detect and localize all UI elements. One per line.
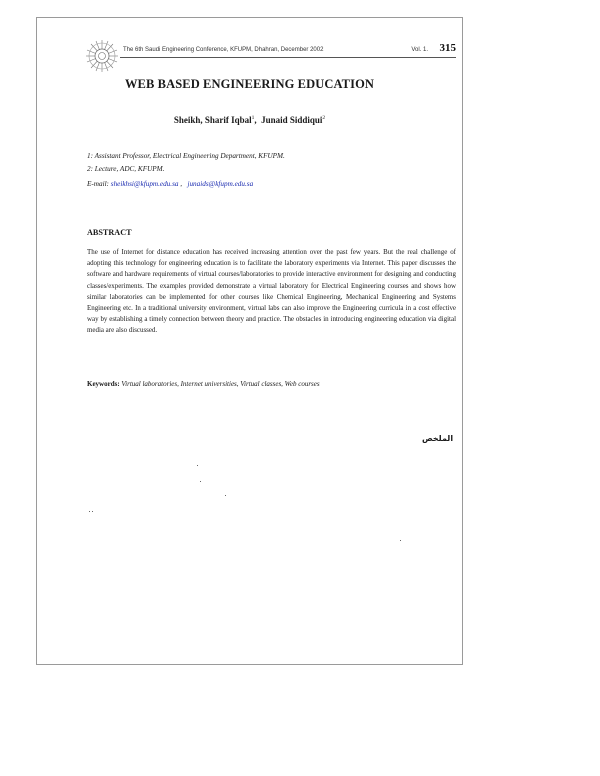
abstract-heading: ABSTRACT xyxy=(87,228,132,237)
author-2-sup: 2 xyxy=(322,115,326,121)
email-label: E-mail: xyxy=(87,180,111,188)
arabic-abstract-heading: الملخص xyxy=(422,434,454,443)
header-volume: Vol. 1. xyxy=(411,47,428,53)
header-conference: The 6th Saudi Engineering Conference, KFUPM, Dhahran, December 2002 xyxy=(123,47,324,53)
email-link-2[interactable]: junaids@kfupm.edu.sa xyxy=(187,180,254,188)
author-separator: , xyxy=(254,115,262,125)
keywords-value: Virtual laboratories, Internet universities, Virtual classes, Web courses xyxy=(121,380,320,388)
author-2: Junaid Siddiqui xyxy=(261,115,323,125)
conference-logo xyxy=(85,39,119,73)
author-1-sup: 1 xyxy=(251,115,255,121)
keywords-line xyxy=(87,380,320,388)
author-1: Sheikh, Sharif Iqbal xyxy=(173,115,252,125)
author-line xyxy=(36,115,463,125)
affiliation-1: 1: Assistant Professor, Electrical Engineering Department, KFUPM. xyxy=(87,152,285,160)
running-header xyxy=(120,42,456,58)
email-line xyxy=(87,180,253,188)
affiliation-2: 2: Lecture, ADC, KFUPM. xyxy=(87,165,165,173)
header-page-number: 315 xyxy=(439,42,456,54)
email-separator: , xyxy=(178,180,188,188)
abstract-body: The use of Internet for distance education has received increasing attention over the past few years. But the real challenge of adopting this technology for engineering education is to facilitate the laboratory experiments via Internet. This paper discusses the software and hardware requirements of virtual courses/laboratories to provide interactive environment for designing and conducting classes/experiments. The examples provided demonstrate a virtual laboratory for Electrical Engineering courses and shows how similar laboratories can be implemented for other courses like Chemical Engineering, Mechanical Engineering and Systems Engineering etc. In a traditional university environment, virtual labs can also improve the Engineering curricula in a cost effective way by establishing a timely connection between theory and practice. The obstacles in introducing engineering education via digital media are also discussed. xyxy=(87,248,456,335)
keywords-label: Keywords: xyxy=(87,380,122,388)
paper-title: WEB BASED ENGINEERING EDUCATION xyxy=(124,77,375,91)
email-link-1[interactable]: sheikhsi@kfupm.edu.sa xyxy=(110,180,179,188)
